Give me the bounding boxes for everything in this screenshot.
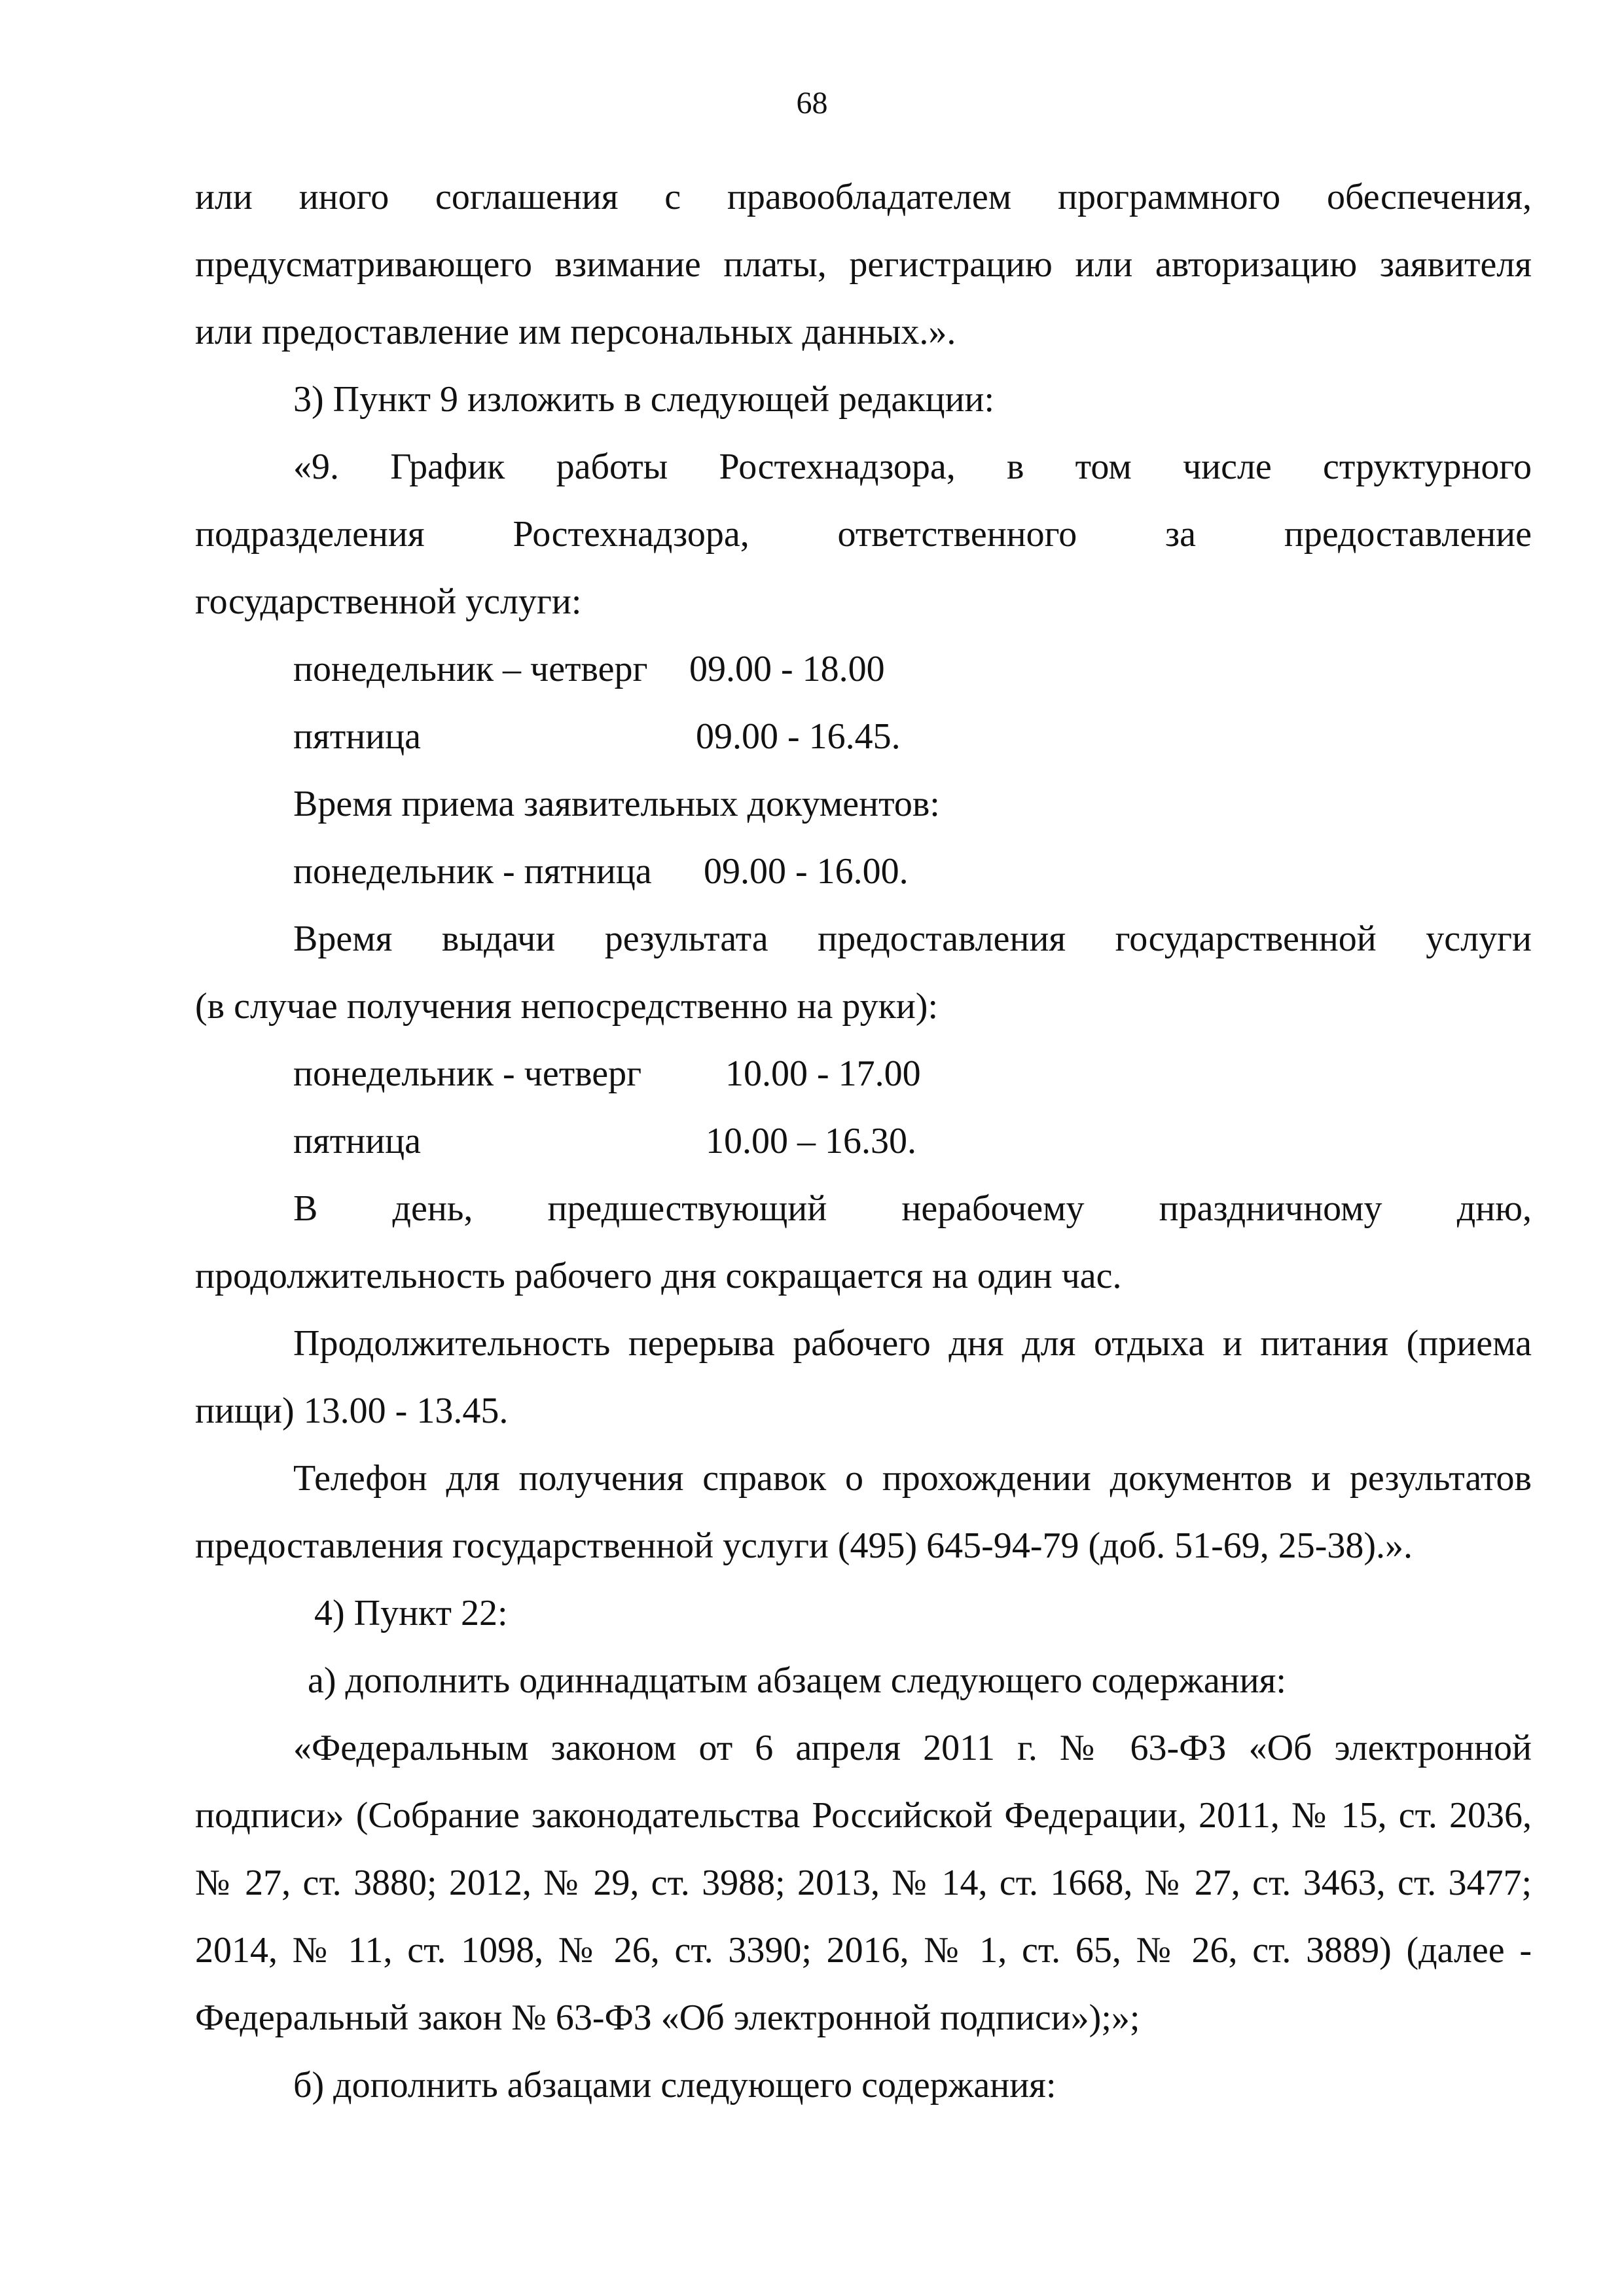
paragraph-line: государственной услуги:	[195, 581, 582, 622]
paragraph-break-duration: Продолжительность перерыва рабочего дня для отдыха и питания (приема пищи) 13.00 - 13.45.	[195, 1323, 1532, 1431]
schedule-day: понедельник – четверг	[293, 649, 648, 689]
paragraph-line: продолжительность рабочего дня сокращается на один час.	[195, 1256, 1122, 1296]
paragraph-line: подразделения Ростехнадзора, ответственного за предоставление	[195, 514, 1532, 555]
page-number: 68	[796, 86, 828, 120]
amendment-item-4: 4) Пункт 22:	[314, 1593, 508, 1633]
paragraph-line: В день, предшествующий нерабочему праздничному дню,	[293, 1188, 1532, 1229]
schedule-time: 10.00 – 16.30.	[706, 1121, 916, 1161]
schedule-row	[293, 636, 1532, 703]
paragraph-line: предусматривающего взимание платы, регистрацию или авторизацию заявителя	[195, 244, 1532, 285]
schedule-day: пятница	[293, 1121, 421, 1161]
amendment-item-3: 3) Пункт 9 изложить в следующей редакции:	[293, 379, 995, 420]
schedule-day: понедельник - пятница	[293, 851, 652, 892]
document-body	[195, 164, 1532, 2119]
schedule-row	[293, 1040, 1532, 1108]
schedule-time: 10.00 - 17.00	[725, 1053, 921, 1094]
schedule-time: 09.00 - 18.00	[689, 649, 885, 689]
paragraph-line: или иного соглашения с правообладателем программного обеспечения,	[195, 177, 1532, 217]
issue-heading-cont: (в случае получения непосредственно на руки):	[195, 986, 939, 1027]
intake-heading: Время приема заявительных документов:	[293, 784, 940, 824]
paragraph-line: или предоставление им персональных данных.».	[195, 312, 956, 352]
schedule-time: 09.00 - 16.00.	[704, 851, 909, 892]
subitem-b: б) дополнить абзацами следующего содержания:	[293, 2065, 1056, 2105]
paragraph-phone: Телефон для получения справок о прохождении документов и результатов предоставления государственной услуги (495) 645-94-79 (доб. 51-69, 25-38).».	[195, 1458, 1532, 1566]
schedule-row	[293, 1108, 1532, 1175]
subitem-a: а) дополнить одиннадцатым абзацем следующего содержания:	[308, 1660, 1286, 1701]
schedule-row	[293, 838, 1532, 905]
issue-heading: Время выдачи результата предоставления государственной услуги	[293, 919, 1532, 959]
schedule-day: пятница	[293, 716, 421, 757]
paragraph-federal-law: «Федеральным законом от 6 апреля 2011 г. № 63-ФЗ «Об электронной подписи» (Собрание законодательства Российской Федерации, 2011, № 15, ст. 2036, № 27, ст. 3880; 2012, № 29, ст. 3988; 2013, № 14, ст. 1668, № 27, ст. 3463, ст. 3477; 2014, № 11, ст. 1098, № 26, ст. 3390; 2016, № 1, ст. 65, № 26, ст. 3889) (далее - Федеральный закон № 63-ФЗ «Об электронной подписи»);»;	[195, 1728, 1532, 2038]
schedule-row	[293, 703, 1532, 771]
paragraph-line: «9. График работы Ростехнадзора, в том числе структурного	[293, 446, 1532, 487]
schedule-time: 09.00 - 16.45.	[696, 716, 901, 757]
schedule-day: понедельник - четверг	[293, 1053, 642, 1094]
